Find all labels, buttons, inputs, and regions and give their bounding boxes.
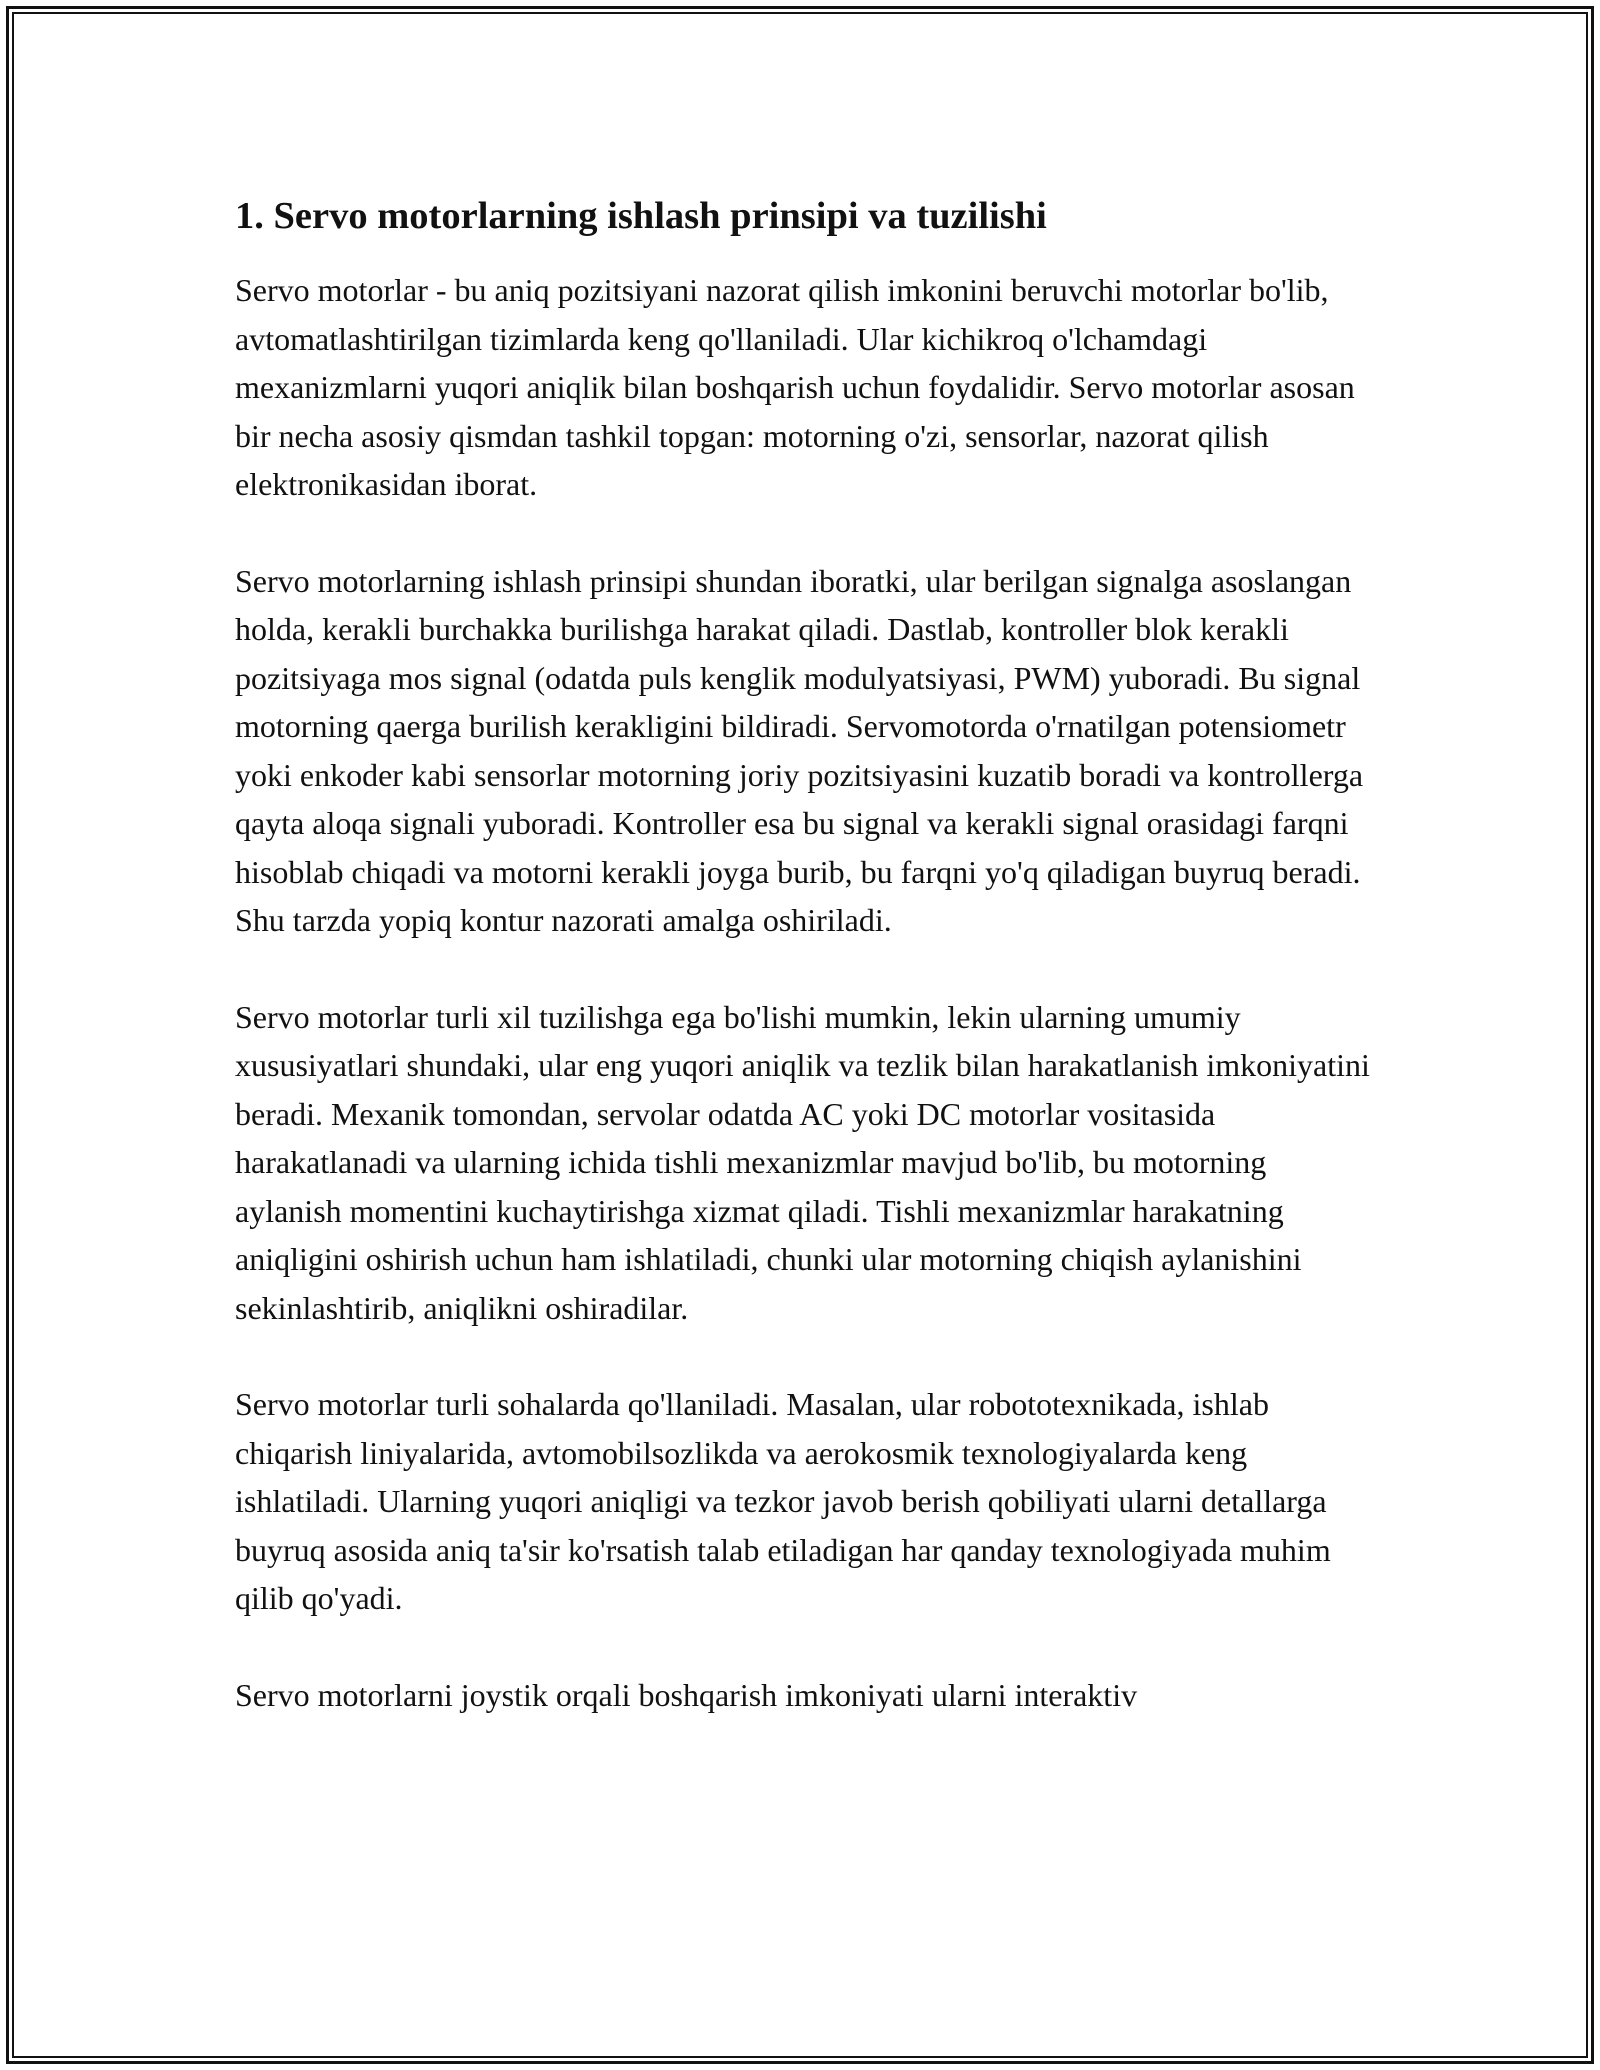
paragraph-working-principle: Servo motorlarning ishlash prinsipi shundan iboratki, ular berilgan signalga asoslangan holda, kerakli burchakka burilishga harakat qiladi. Dastlab, kontroller blok kerakli pozitsiyaga mos signal (odatda puls kenglik modulyatsiyasi, PWM) yuboradi. Bu signal motorning qaerga burilish kerakligini bildiradi. Servomotorda o'rnatilgan potensiometr yoki enkoder kabi sensorlar motorning joriy pozitsiyasini kuzatib boradi va kontrollerga qayta aloqa signali yuboradi. Kontroller esa bu signal va kerakli signal orasidagi farqni hisoblab chiqadi va motorni kerakli joyga burib, bu farqni yo'q qiladigan buyruq beradi. Shu tarzda yopiq kontur nazorati amalga oshiriladi.: [235, 562, 1364, 938]
paragraph-joystick: Servo motorlarni joystik orqali boshqarish imkoniyati ularni interaktiv: [235, 1676, 1138, 1713]
paragraph-structure: Servo motorlar turli xil tuzilishga ega bo'lishi mumkin, lekin ularning umumiy xususiyatlari shundaki, ular eng yuqori aniqlik va tezlik bilan harakatlanish imkoniyatini beradi. Mexanik tomondan, servolar odatda AC yoki DC motorlar vositasida harakatlanadi va ularning ichida tishli mexanizmlar mavjud bo'lib, bu motorning aylanish momentini kuchaytirishga xizmat qiladi. Tishli mexanizmlar harakatning aniqligini oshirish uchun ham ishlatiladi, chunki ular motorning chiqish aylanishini sekinlashtirib, aniqlikni oshiradilar.: [235, 998, 1370, 1326]
document-body: [235, 188, 1375, 1767]
section-heading: 1. Servo motorlarning ishlash prinsipi va tuzilishi: [235, 195, 1047, 237]
paragraph-applications: Servo motorlar turli sohalarda qo'llaniladi. Masalan, ular robototexnikada, ishlab chiqarish liniyalarida, avtomobilsozlikda va aerokosmik texnologiyalarda keng ishlatiladi. Ularning yuqori aniqligi va tezkor javob berish qobiliyati ularni detallarga buyruq asosida aniq ta'sir ko'rsatish talab etiladigan har qanday texnologiyada muhim qilib qo'yadi.: [235, 1386, 1331, 1616]
paragraph-intro: Servo motorlar - bu aniq pozitsiyani nazorat qilish imkonini beruvchi motorlar bo'lib, avtomatlashtirilgan tizimlarda keng qo'llaniladi. Ular kichikroq o'lchamdagi mexanizmlarni yuqori aniqlik bilan boshqarish uchun foydalidir. Servo motorlar asosan bir necha asosiy qismdan tashkil topgan: motorning o'zi, sensorlar, nazorat qilish elektronikasidan iborat.: [235, 272, 1355, 502]
